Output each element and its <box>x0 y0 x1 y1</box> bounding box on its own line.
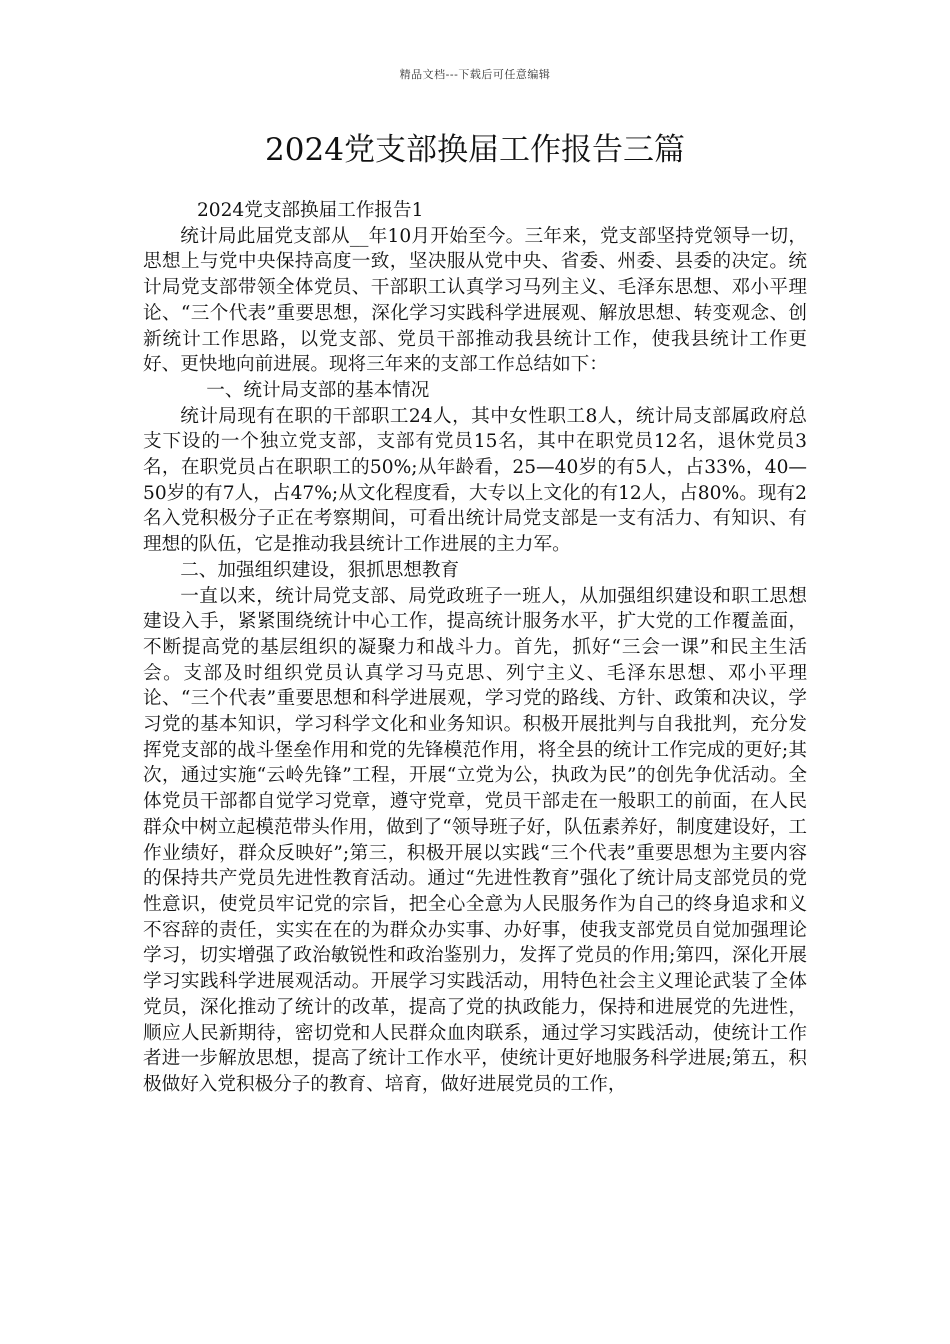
report-subtitle: 2024党支部换届工作报告1 <box>196 200 424 221</box>
section-heading-2: 二、加强组织建设，狠抓思想教育 <box>180 559 460 581</box>
paragraph-organization: 一直以来，统计局党支部、局党政班子一班人，从加强组织建设和职工思想建设入手，紧紧围绕统计中心工作，提高统计服务水平，扩大党的工作覆盖面，不断提高党的基层组织的凝聚力和战斗力。首先，抓好“三会一课”和民主生活会。支部及时组织党员认真学习马克思、列宁主义、毛泽东思想、邓小平理论、“三个代表”重要思想和科学进展观，学习党的路线、方针、政策和决议，学习党的基本知识，学习科学文化和业务知识。积极开展批判与自我批判，充分发挥党支部的战斗堡垒作用和党的先锋模范作用，将全县的统计工作完成的更好;其次，通过实施“云岭先锋”工程，开展“立党为公，执政为民”的创先争优活动。全体党员干部都自觉学习党章，遵守党章，党员干部走在一般职工的前面，在人民群众中树立起模范带头作用，做到了“领导班子好，队伍素养好，制度建设好，工作业绩好，群众反映好”;第三，积极开展以实践“三个代表”重要思想为主要内容的保持共产党员先进性教育活动。通过“先进性教育”强化了统计局支部党员的党性意识，使党员牢记党的宗旨，把全心全意为人民服务作为自己的终身追求和义不容辞的责任，实实在在的为群众办实事、办好事，使我支部党员自觉加强理论学习，切实增强了政治敏锐性和政治鉴别力，发挥了党员的作用;第四，深化开展学习实践科学进展观活动。开展学习实践活动，用特色社会主义理论武装了全体党员，深化推动了统计的改革，提高了党的执政能力，保持和进展党的先进性，顺应人民新期待，密切党和人民群众血肉联系，通过学习实践活动，使统计工作者进一步解放思想，提高了统计工作水平，使统计更好地服务科学进展;第五，积极做好入党积极分子的教育、培育，做好进展党员的工作， <box>143 585 807 1095</box>
paragraph-basic-situation: 统计局现有在职的干部职工24人，其中女性职工8人，统计局支部属政府总支下设的一个独立党支部，支部有党员15名，其中在职党员12名，退休党员3名，在职党员占在职职工的50%;从年龄看，25—40岁的有5人，占33%，40—50岁的有7人，占47%;从文化程度看，大专以上文化的有12人，占80%。现有2名入党积极分子正在考察期间，可看出统计局党支部是一支有活力、有知识、有理想的队伍，它是推动我县统计工作进展的主力军。 <box>143 405 807 556</box>
section-heading-1: 一、统计局支部的基本情况 <box>206 379 430 401</box>
header-note: 精品文档---下载后可任意编辑 <box>399 68 551 81</box>
document-title: 2024党支部换届工作报告三篇 <box>265 132 685 168</box>
document-body <box>143 198 807 1098</box>
paragraph-intro: 统计局此届党支部从__年10月开始至今。三年来，党支部坚持党领导一切，思想上与党中央保持高度一致，坚决服从党中央、省委、州委、县委的决定。统计局党支部带领全体党员、干部职工认真学习马列主义、毛泽东思想、邓小平理论、“三个代表”重要思想，深化学习实践科学进展观、解放思想、转变观念、创新统计工作思路，以党支部、党员干部推动我县统计工作，使我县统计工作更好、更快地向前进展。现将三年来的支部工作总结如下： <box>143 225 807 376</box>
